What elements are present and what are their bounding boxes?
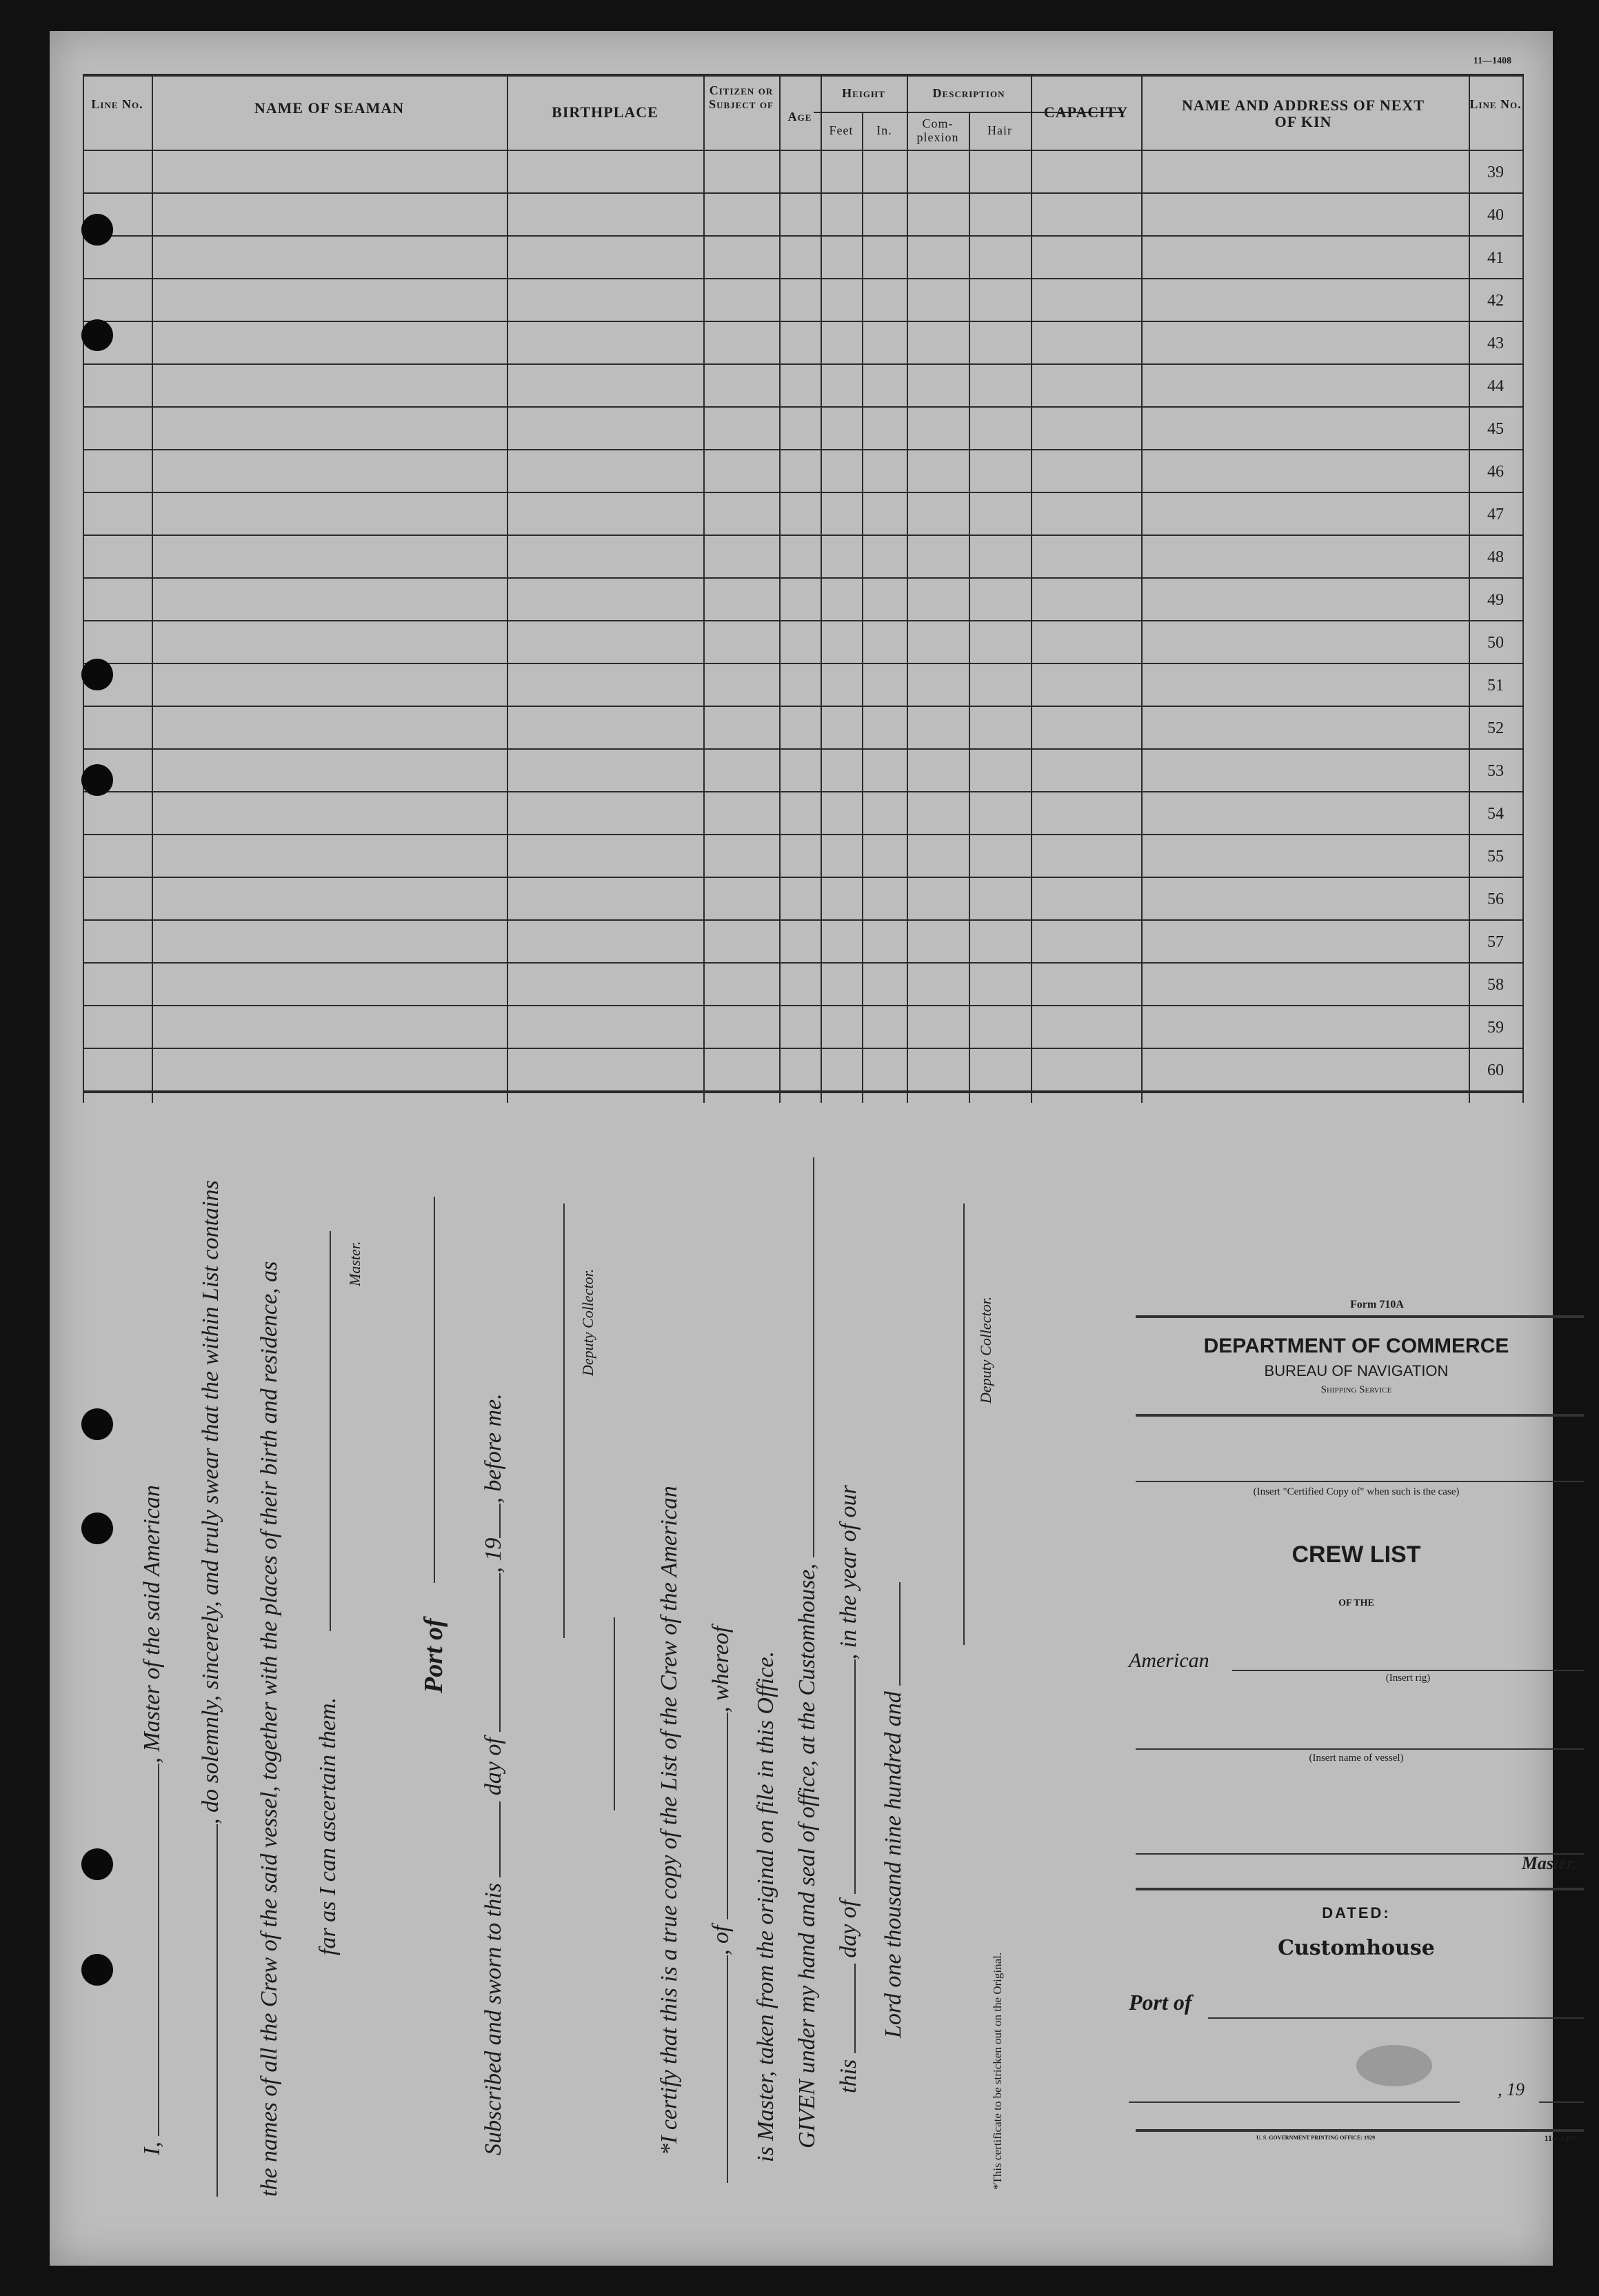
oath-line-1 bbox=[139, 1485, 165, 2155]
insert-rig: (Insert rig) bbox=[1385, 1673, 1431, 1684]
panel-rule bbox=[1136, 2129, 1584, 2132]
header-bottom-rule bbox=[83, 150, 1524, 151]
of-text: , of bbox=[708, 1925, 734, 1955]
table-row bbox=[83, 192, 1524, 194]
col-line bbox=[969, 112, 970, 1103]
col-line bbox=[821, 74, 822, 1103]
year-line[interactable] bbox=[1539, 2102, 1584, 2103]
line-number: 58 bbox=[1487, 976, 1504, 994]
vessel-name-line[interactable] bbox=[1136, 1748, 1584, 1750]
line-number: 39 bbox=[1487, 163, 1504, 181]
insert-vessel: (Insert name of vessel) bbox=[1309, 1753, 1404, 1764]
line-number: 48 bbox=[1487, 548, 1504, 566]
header-height: Height bbox=[842, 86, 885, 100]
shipping-service: Shipping Service bbox=[1320, 1384, 1392, 1395]
line-number: 57 bbox=[1487, 933, 1504, 951]
line-number: 46 bbox=[1487, 463, 1504, 481]
port-blank-2[interactable] bbox=[709, 1713, 728, 1919]
line-number: 43 bbox=[1487, 335, 1504, 352]
line-number: 54 bbox=[1487, 805, 1504, 823]
customhouse-blank[interactable] bbox=[795, 1157, 814, 1557]
col-line bbox=[1141, 74, 1143, 1103]
panel-rule bbox=[1136, 1888, 1584, 1890]
form-number-top: 11—1408 bbox=[1473, 56, 1511, 66]
master-label-panel: Master. bbox=[1521, 1853, 1577, 1873]
port-of-label: Port of bbox=[419, 1618, 448, 1693]
footnote: *This certificate to be stricken out on the Original. bbox=[991, 1952, 1004, 2190]
line-number: 42 bbox=[1487, 292, 1504, 310]
of-the: OF THE bbox=[1338, 1598, 1374, 1608]
port-of-line[interactable] bbox=[434, 1197, 435, 1583]
table-row bbox=[83, 535, 1524, 536]
dated-label: DATED: bbox=[1322, 1904, 1391, 1921]
binder-hole bbox=[81, 659, 113, 690]
line-number: 56 bbox=[1487, 890, 1504, 908]
form-number-bottom: 11—1408 bbox=[1544, 2133, 1577, 2143]
this-day-blank[interactable] bbox=[836, 1964, 856, 2053]
this-text: this bbox=[836, 2059, 861, 2093]
divider-short bbox=[614, 1617, 615, 1810]
form-710a: Form 710A bbox=[1350, 1299, 1404, 1310]
year-blank[interactable] bbox=[481, 1504, 501, 1538]
panel-rule bbox=[1136, 1414, 1584, 1417]
year-text: , in the year of our bbox=[836, 1485, 861, 1660]
header-hair: Hair bbox=[987, 123, 1012, 137]
binder-hole bbox=[81, 1954, 113, 1986]
master-signature-line[interactable] bbox=[330, 1231, 331, 1631]
binder-hole bbox=[81, 319, 113, 351]
table-row bbox=[83, 1048, 1524, 1049]
binder-hole bbox=[81, 1848, 113, 1880]
crew-table bbox=[83, 74, 1524, 1103]
line-number: 41 bbox=[1487, 249, 1504, 267]
line-number: 49 bbox=[1487, 591, 1504, 609]
whereof-text: , whereof bbox=[708, 1626, 734, 1713]
given-line bbox=[794, 1157, 821, 2148]
line-number: 45 bbox=[1487, 420, 1504, 438]
header-description: Description bbox=[932, 86, 1005, 100]
line-number: 51 bbox=[1487, 677, 1504, 695]
month-blank-2[interactable] bbox=[836, 1659, 856, 1894]
col-line bbox=[1522, 74, 1524, 1103]
header-line-no-right: Line No. bbox=[1469, 97, 1522, 111]
table-row bbox=[83, 278, 1524, 279]
subscribed-line bbox=[481, 1393, 507, 2155]
header-citizen: Citizen or Subject of bbox=[709, 83, 774, 111]
header-name-of-seaman: NAME OF SEAMAN bbox=[254, 99, 405, 117]
panel-rule bbox=[1136, 1315, 1584, 1318]
line-number: 60 bbox=[1487, 1061, 1504, 1079]
table-row bbox=[83, 321, 1524, 322]
table-row bbox=[83, 235, 1524, 237]
oath-line-4: far as I can ascertain them. bbox=[315, 1697, 341, 1955]
this-day-line bbox=[836, 1485, 862, 2093]
oath-master-of: , Master of the said American bbox=[139, 1485, 165, 1764]
table-row bbox=[83, 492, 1524, 493]
header-feet: Feet bbox=[829, 123, 854, 137]
table-row bbox=[83, 919, 1524, 921]
line-number: 55 bbox=[1487, 848, 1504, 866]
vessel-blank-2[interactable] bbox=[709, 1955, 728, 2183]
day-blank[interactable] bbox=[481, 1801, 501, 1877]
day-of-text: day of bbox=[481, 1737, 506, 1796]
binder-hole bbox=[81, 764, 113, 796]
line-number: 53 bbox=[1487, 762, 1504, 780]
table-row bbox=[83, 877, 1524, 878]
col-line bbox=[1031, 74, 1032, 1103]
table-top-rule bbox=[83, 74, 1524, 77]
deputy-collector-2: Deputy Collector. bbox=[977, 1296, 994, 1404]
col-line bbox=[507, 74, 508, 1103]
header-complexion: Com- plexion bbox=[916, 117, 959, 144]
bureau-of-navigation: BUREAU OF NAVIGATION bbox=[1264, 1362, 1449, 1379]
master-line[interactable] bbox=[1136, 1853, 1584, 1855]
col-line bbox=[1469, 74, 1470, 1103]
deputy-signature-line-2[interactable] bbox=[963, 1204, 965, 1645]
table-row bbox=[83, 363, 1524, 365]
of-whereof-line bbox=[708, 1626, 734, 2183]
american-label: American bbox=[1129, 1649, 1209, 1672]
col-line bbox=[907, 74, 908, 1103]
crew-list-title: CREW LIST bbox=[1291, 1541, 1421, 1568]
table-row bbox=[83, 620, 1524, 621]
oath-swear: , do solemnly, sincerely, and truly swear that the within List contains bbox=[198, 1180, 223, 1824]
year-prefix: , 19 bbox=[481, 1537, 506, 1573]
col-line bbox=[152, 74, 153, 1103]
rig-line[interactable] bbox=[1232, 1670, 1584, 1671]
header-birthplace: BIRTHPLACE bbox=[552, 103, 658, 121]
col-line bbox=[779, 74, 781, 1103]
oath-i: I, bbox=[139, 2142, 165, 2155]
faint-stamp bbox=[1356, 2045, 1432, 2086]
master-label: Master. bbox=[346, 1241, 363, 1286]
lord-text: Lord one thousand nine hundred and bbox=[881, 1691, 906, 2038]
dept-of-commerce: DEPARTMENT OF COMMERCE bbox=[1203, 1335, 1509, 1357]
line-number: 47 bbox=[1487, 506, 1504, 523]
printing-office: U. S. GOVERNMENT PRINTING OFFICE: 1929 bbox=[1256, 2135, 1376, 2141]
customhouse-label: Customhouse bbox=[1278, 1936, 1435, 1960]
insert-certified: (Insert "Certified Copy of" when such is the case) bbox=[1253, 1486, 1460, 1497]
line-number: 44 bbox=[1487, 377, 1504, 395]
given-text: GIVEN under my hand and seal of office, at the Customhouse, bbox=[794, 1563, 820, 2148]
table-row bbox=[83, 577, 1524, 579]
year-final-blank[interactable] bbox=[881, 1582, 901, 1686]
header-inches: In. bbox=[876, 123, 892, 137]
subscribed-text: Subscribed and sworn to this bbox=[481, 1883, 506, 2155]
nineteen-label: , 19 bbox=[1498, 2079, 1525, 2099]
header-age: Age bbox=[787, 110, 812, 123]
line-number: 59 bbox=[1487, 1019, 1504, 1037]
oath-line-2 bbox=[198, 1180, 224, 2197]
deputy-collector-1: Deputy Collector. bbox=[579, 1268, 596, 1376]
name-blank[interactable] bbox=[140, 1764, 159, 2136]
binder-hole bbox=[81, 1513, 113, 1544]
table-row bbox=[83, 1005, 1524, 1006]
certified-copy-line[interactable] bbox=[1136, 1481, 1584, 1482]
lord-line bbox=[881, 1582, 907, 2038]
table-row bbox=[83, 406, 1524, 408]
table-row bbox=[83, 449, 1524, 450]
oath-line-3: the names of all the Crew of the said vessel, together with the places of their birth and residence, as bbox=[257, 1261, 282, 2197]
col-line bbox=[703, 74, 705, 1103]
table-row bbox=[83, 962, 1524, 964]
before-me: , before me. bbox=[481, 1393, 506, 1504]
table-row bbox=[83, 834, 1524, 835]
deputy-signature-line-1[interactable] bbox=[563, 1204, 565, 1638]
date-line[interactable] bbox=[1129, 2102, 1460, 2103]
header-line-no: Line No. bbox=[91, 97, 143, 111]
header-capacity: CAPACITY bbox=[1043, 103, 1129, 121]
table-row bbox=[83, 663, 1524, 664]
table-row bbox=[83, 791, 1524, 792]
is-master-line: is Master, taken from the original on file in this Office. bbox=[753, 1650, 778, 2162]
header-next-of-kin: NAME AND ADDRESS OF NEXT OF KIN bbox=[1181, 97, 1425, 130]
port-of-panel: Port of bbox=[1129, 1990, 1192, 2015]
form-page bbox=[50, 31, 1577, 2266]
line-number: 40 bbox=[1487, 206, 1504, 224]
table-row bbox=[83, 748, 1524, 750]
table-row bbox=[83, 1090, 1524, 1093]
binder-hole bbox=[81, 1408, 113, 1440]
vessel-name-blank[interactable] bbox=[199, 1824, 218, 2197]
line-number: 50 bbox=[1487, 634, 1504, 652]
binder-hole bbox=[81, 214, 113, 246]
table-row bbox=[83, 706, 1524, 707]
port-line[interactable] bbox=[1208, 2017, 1584, 2019]
certify-line: *I certify that this is a true copy of the List of the Crew of the American bbox=[656, 1486, 682, 2155]
col-line bbox=[862, 112, 863, 1103]
line-number: 52 bbox=[1487, 719, 1504, 737]
day-of-text-2: day of bbox=[836, 1899, 861, 1958]
month-blank[interactable] bbox=[481, 1573, 501, 1732]
